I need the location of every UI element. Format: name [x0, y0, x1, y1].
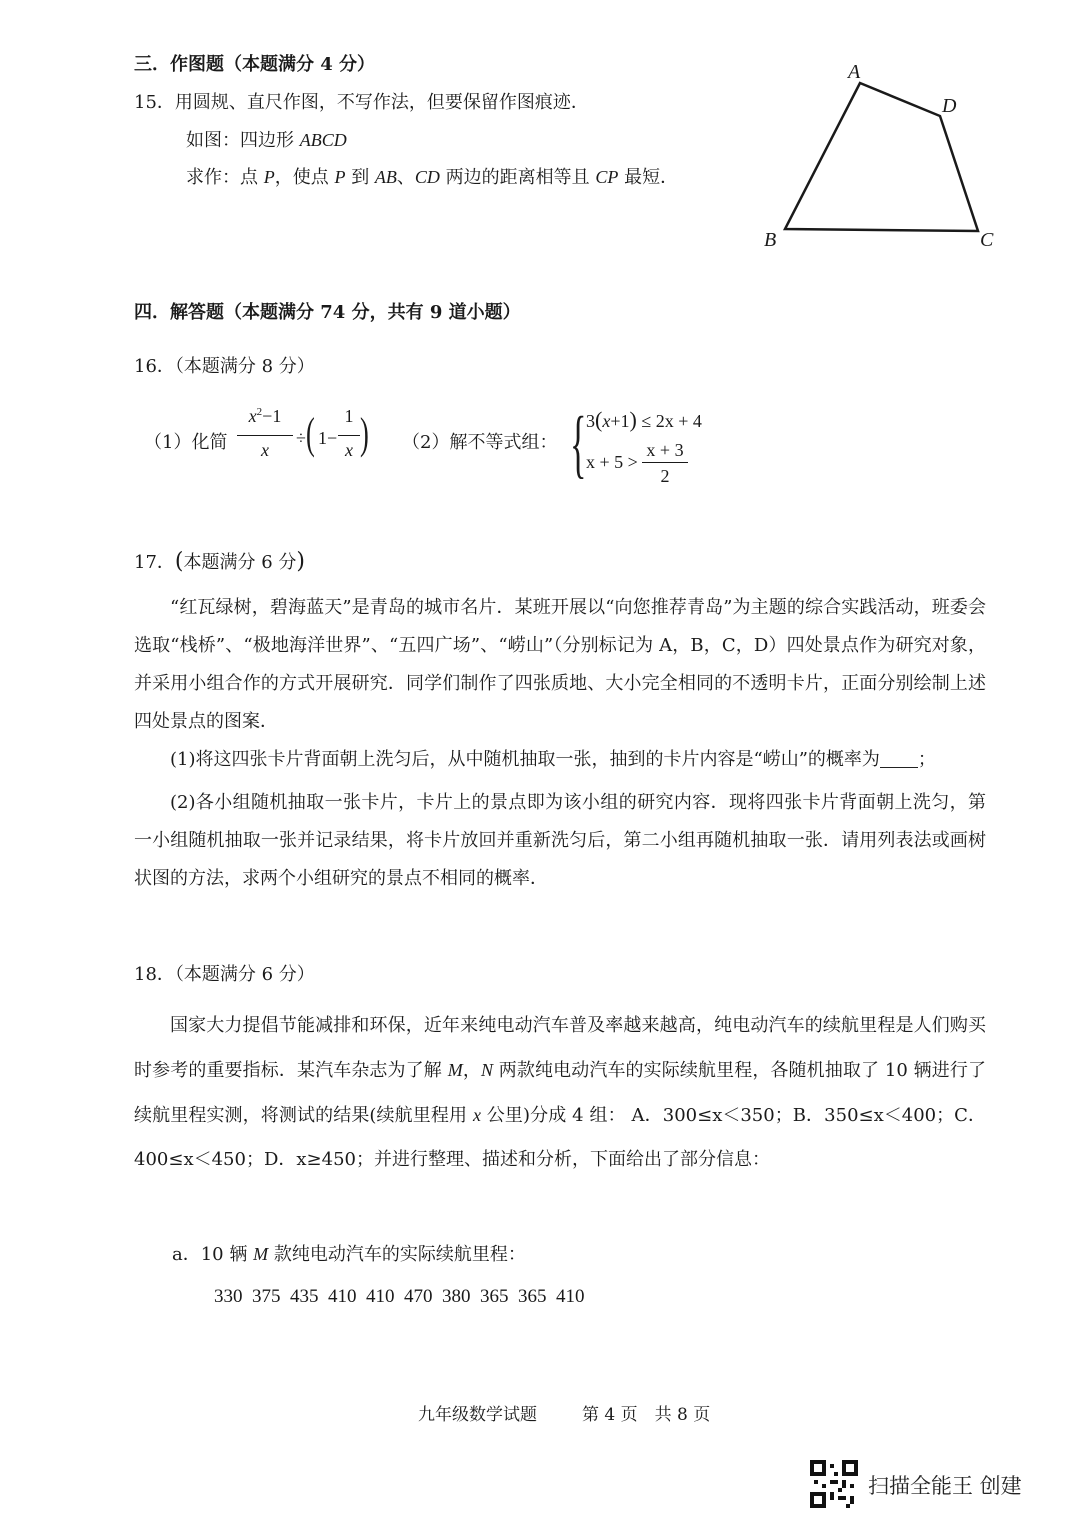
label-c: C: [980, 229, 994, 251]
q15-task-mid3: 、: [396, 167, 415, 188]
q18-a-rest: 款纯电动汽车的实际续航里程：: [268, 1244, 526, 1265]
q18-mileage-values: 330 375 435 410 410 470 380 365 365 410: [214, 1286, 585, 1307]
paren-left: (: [306, 409, 315, 458]
f1-den: x: [261, 440, 269, 460]
q15-task-prefix: 求作：点: [186, 167, 264, 188]
q15-text: 用圆规、直尺作图，不写作法，但要保留作图痕迹．: [174, 92, 589, 113]
f1-num-rest: −1: [262, 406, 282, 426]
q18-header: 18．（本题满分 6 分）: [134, 964, 315, 985]
paren-right: ): [360, 409, 369, 458]
q18-model-m: M: [447, 1060, 463, 1080]
fraction2-denominator: [338, 440, 360, 461]
paren-one-minus: 1−: [318, 428, 338, 448]
q15-task-ab: AB: [374, 167, 397, 187]
q17-header: 17．(本题满分 6 分): [134, 549, 305, 574]
q15-task-mid1: ，使点: [274, 167, 335, 188]
label-d: D: [942, 95, 957, 117]
fraction1-bar: [237, 435, 293, 436]
q18-group-b: B．350≤x＜400；: [792, 1105, 955, 1126]
q18-intro-c: 两款纯电动汽车的实际续航里程，各随机抽取了 10 辆进行了续航里程实测，将测试的结果(续航里程用: [134, 1060, 986, 1126]
section4-heading: 四．解答题（本题满分 74 分，共有 9 道小题）: [134, 302, 521, 323]
ineq1-plus1: +1: [610, 411, 630, 431]
f1-num-x: x: [248, 406, 257, 426]
footer-page-number: 第 4 页 共 8 页: [582, 1405, 711, 1425]
inequality-2-lhs: x + 5 >: [586, 452, 638, 472]
q17-question-1: (1)将这四张卡片背面朝上洗匀后，从中随机抽取一张，抽到的卡片内容是“崂山”的概率为: [170, 749, 880, 770]
q16-part2-label: （2）解不等式组：: [402, 432, 558, 453]
q18-group-a: A．300≤x＜350；: [631, 1105, 793, 1126]
q18-group-d: D．x≥450；: [263, 1149, 374, 1170]
q17-paragraph-2: [134, 741, 986, 779]
system-brace: {: [570, 402, 587, 486]
q18-paragraph-1: [134, 1004, 986, 1182]
q15-task-end: 最短．: [618, 167, 679, 188]
q15-task-mid2: 到: [345, 167, 375, 188]
q18-intro-b: ，: [462, 1060, 481, 1081]
fraction2-numerator: 1: [344, 406, 354, 426]
q16-header: 16．（本题满分 8 分）: [134, 356, 315, 377]
q15-line1: [134, 88, 589, 114]
ineq2-numerator: x + 3: [646, 440, 684, 460]
q16-part1-label: （1）化简: [144, 432, 228, 453]
q17-number: 17．: [134, 552, 175, 573]
label-b: B: [764, 229, 777, 251]
q15-task-p1: P: [263, 167, 275, 187]
q15-task-p2: P: [334, 167, 346, 187]
q18-group-c: C．400≤x＜450；: [134, 1105, 987, 1170]
q18-variable-x: x: [472, 1105, 481, 1125]
scanner-watermark: 扫描全能王 创建: [868, 1474, 1022, 1498]
ineq1-coef: 3: [586, 411, 595, 431]
f1-num-exp: 2: [256, 406, 263, 418]
q18-a-prefix: a．10 辆: [172, 1244, 254, 1265]
fraction1-numerator: [237, 406, 293, 427]
q17-paragraph-3: (2)各小组随机抽取一张卡片，卡片上的景点即为该小组的研究内容．现将四张卡片背面朝上洗匀，第一小组随机抽取一张并记录结果，将卡片放回并重新洗匀后，第二小组再随机抽取一张．请用列表法或画树状图的方法，求两个小组研究的景点不相同的概率．: [134, 792, 986, 889]
q18-a-model: M: [253, 1244, 269, 1264]
ineq1-rhs: ≤ 2x + 4: [641, 411, 702, 431]
q17-paragraph-1: “红瓦绿树，碧海蓝天”是青岛的城市名片．某班开展以“向您推荐青岛”为主题的综合实践活动，班委会选取“栈桥”、“极地海洋世界”、“五四广场”、“崂山”（分别标记为 A，B，C，D）四处景点作为研究对象，并采用小组合作的方式开展研究．同学们制作了四张质地、大小完全相同的不透明卡片，正面分别绘制上述四处景点的图案．: [134, 597, 986, 732]
answer-blank: [880, 749, 918, 768]
ineq2-denominator: 2: [660, 466, 670, 486]
ineq1-x: x: [602, 411, 611, 431]
q15-task-mid4: 两边的距离相等且: [439, 167, 596, 188]
q18-intro-e: 并进行整理、描述和分析，下面给出了部分信息：: [373, 1149, 770, 1170]
section3-heading: 三．作图题（本题满分 4 分）: [134, 54, 376, 75]
q15-task-cp: CP: [595, 167, 619, 187]
ineq2-bar: [642, 462, 688, 463]
divide-sign: ÷: [296, 428, 306, 448]
q17-q1-end: ；: [917, 749, 936, 770]
q18-item-a: [172, 1240, 526, 1266]
q15-number: 15．: [134, 92, 175, 113]
q15-task-cd: CD: [414, 167, 440, 187]
q18-intro-a: 国家大力提倡节能减排和环保，近年来纯电动汽车普及率越来越高，纯电动汽车的续航里程是人们购买时参考的重要指标．某汽车杂志为了解: [134, 1015, 986, 1081]
q18-model-n: N: [480, 1060, 493, 1080]
q15-given-prefix: 如图：四边形: [186, 130, 300, 151]
f2-den: x: [345, 440, 353, 460]
q15-task: [186, 163, 678, 189]
fraction2-bar: [338, 435, 360, 436]
q18-intro-d: 公里)分成 4 组：: [480, 1105, 626, 1126]
q17-score: 本题满分 6 分: [183, 552, 297, 573]
label-a: A: [848, 61, 861, 83]
footer-subject: 九年级数学试题: [418, 1405, 537, 1425]
q15-given: [186, 126, 347, 152]
q15-quad-name: ABCD: [299, 130, 347, 150]
fraction1-denominator: [237, 440, 293, 461]
quadrilateral-figure: [750, 50, 1030, 260]
qr-code-icon: [810, 1460, 858, 1508]
inequality-1: 3(x+1) ≤ 2x + 4: [586, 407, 702, 432]
